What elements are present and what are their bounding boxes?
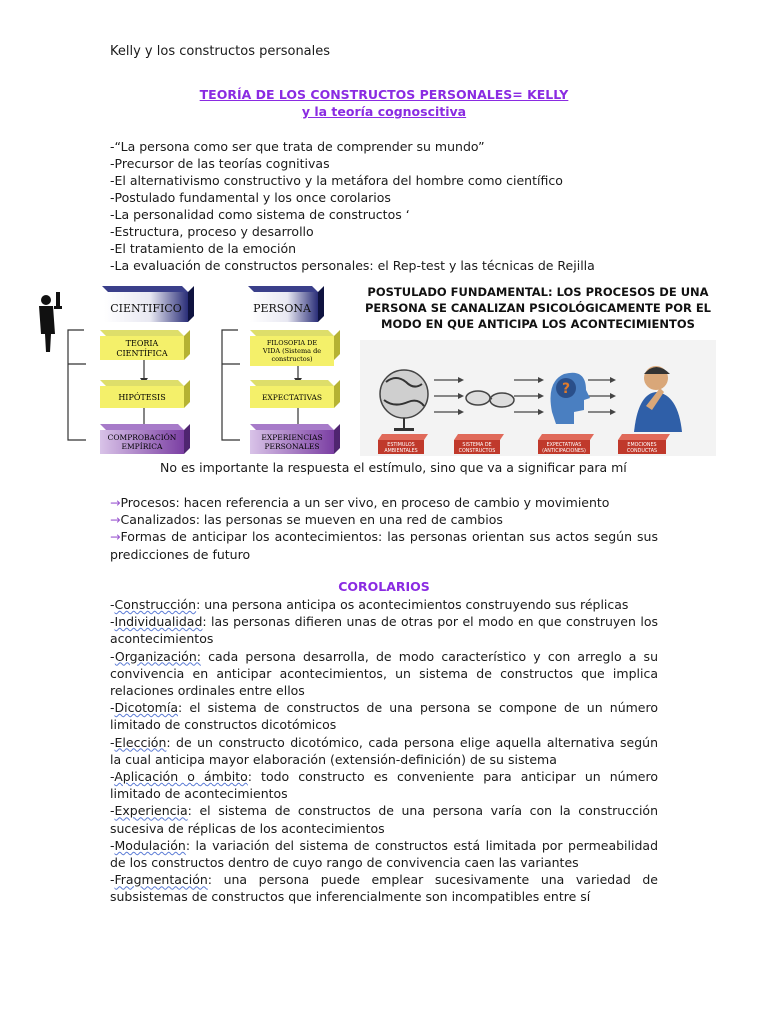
point-item <box>110 511 658 528</box>
persona-label: PERSONA <box>253 302 311 315</box>
emociones-label-1: EMOCIONES <box>627 443 657 448</box>
expectativas-label: EXPECTATIVAS <box>261 393 323 402</box>
topic-item: -Estructura, proceso y desarrollo <box>110 224 314 239</box>
cientifico-header <box>102 286 194 322</box>
filosofia-label-1: FILOSOFIA DE <box>266 339 318 347</box>
expectativas-box <box>250 380 340 408</box>
persona-header <box>248 286 324 322</box>
corolario-item: -Dicotomía: el sistema de constructos de una persona se compone de un número limitado de constructos dicotómicos <box>110 700 658 733</box>
teoria-box <box>100 330 190 360</box>
corolario-term: Aplicación o ámbito <box>114 769 248 785</box>
arrow-icon: → <box>110 512 121 528</box>
point-item <box>110 528 658 562</box>
corolario-text: cada persona desarrolla, de modo característico y con arreglo a su convivencia en anticipar acontecimientos, un sistema de constructos que implica relaciones ordinales entre ellos <box>110 648 658 699</box>
postulado-points <box>110 494 658 563</box>
corolario-item: -Experiencia: el sistema de constructos de una persona varía con la construcción sucesiva de réplicas de los acontecimientos <box>110 803 658 836</box>
hipotesis-label: HIPÓTESIS <box>118 393 166 402</box>
corolarios-list <box>110 596 658 906</box>
corolario-text: : las personas difieren unas de otras por el modo en que construyen los acontecimientos <box>110 614 658 647</box>
corolario-item: -Elección: de un constructo dicotómico, cada persona elige aquella alternativa según la cual anticipa mayor elaboración (extensión-definición) de su sistema <box>110 734 658 767</box>
teoria-label-2: CIENTÍFICA <box>116 349 168 358</box>
corolario-text: : el sistema de constructos de una persona varía con la construcción sucesiva de réplicas de los acontecimientos <box>110 803 658 836</box>
postulado-line-1: POSTULADO FUNDAMENTAL: LOS PROCESOS DE UNA <box>367 285 709 299</box>
experiencias-label-1: EXPERIENCIAS <box>261 433 323 442</box>
postulado-line-2: PERSONA SE CANALIZAN PSICOLÓGICAMENTE POR EL <box>364 301 712 315</box>
arrow-icon: → <box>110 495 121 510</box>
point-text: Canalizados: las personas se mueven en una red de cambios <box>120 512 503 528</box>
corolario-term: Dicotomía <box>114 700 178 716</box>
corolario-item: -Organización: cada persona desarrolla, de modo característico y con arreglo a su convivencia en anticipar acontecimientos, un sistema de constructos que implica relaciones ordinales entre ellos <box>110 648 658 699</box>
corolario-term: Modulación <box>114 837 186 853</box>
point-item <box>110 494 658 511</box>
comprobacion-label-1: COMPROBACIÓN <box>107 433 177 442</box>
comprobacion-box <box>100 424 190 454</box>
corolario-text: : una persona puede emplear sucesivamente una variedad de subsistemas de constructos que inferencialmente son incompatibles entre sí <box>110 872 658 905</box>
sistema-label-1: SISTEMA DE <box>462 443 492 448</box>
document-header: Kelly y los constructos personales <box>110 44 331 59</box>
point-text: Procesos: hacen referencia a un ser vivo, en proceso de cambio y movimiento <box>120 495 610 510</box>
corolario-term: Construcción <box>114 597 197 612</box>
corolario-item: -Fragmentación: una persona puede emplear sucesivamente una variedad de subsistemas de constructos que inferencialmente son incompatibles entre sí <box>110 872 658 905</box>
expectativas-red-label-2: (ANTICIPACIONES) <box>542 449 586 454</box>
topic-item: -El tratamiento de la emoción <box>110 241 297 256</box>
topic-item: -La evaluación de constructos personales: el Rep-test y las técnicas de Rejilla <box>110 258 595 273</box>
corolario-term: Elección <box>114 734 167 750</box>
experiencias-label-2: PERSONALES <box>264 442 320 451</box>
filosofia-label-2: VIDA (Sistema de <box>262 347 322 355</box>
filosofia-box <box>250 330 340 366</box>
corolario-item: -Modulación: la variación del sistema de constructos está limitada por permeabilidad de los constructos dentro de cuyo rango de convivencia caen las variantes <box>110 837 658 871</box>
document-title: TEORÍA DE LOS CONSTRUCTOS PERSONALES= KELLY <box>199 87 569 102</box>
arrow-icon: → <box>110 529 121 545</box>
hipotesis-box <box>100 380 190 408</box>
topic-item: -Postulado fundamental y los once corolarios <box>110 190 391 205</box>
expectativas-red-label-1: EXPECTATIVAS <box>546 443 582 448</box>
sistema-label-2: CONSTRUCTOS <box>458 449 496 454</box>
topic-list <box>110 138 658 274</box>
figure-caption: No es importante la respuesta el estímulo, sino que va a significar para mí <box>160 460 627 475</box>
teoria-label-1: TEORIA <box>125 339 159 348</box>
point-text: Formas de anticipar los acontecimientos: las personas orientan sus actos según sus predicciones de futuro <box>110 529 658 562</box>
corolario-text: : la variación del sistema de constructos está limitada por permeabilidad de los constructos dentro de cuyo rango de convivencia caen las variantes <box>110 837 658 871</box>
comprobacion-label-2: EMPÍRICA <box>121 442 163 451</box>
corolario-term: Organización: <box>114 648 201 664</box>
postulado-line-3: MODO EN QUE ANTICIPA LOS ACONTECIMIENTOS <box>381 317 695 331</box>
experiencias-box <box>250 424 340 454</box>
topic-item: -El alternativismo constructivo y la metáfora del hombre como científico <box>110 173 563 188</box>
scientist-silhouette-icon <box>39 292 62 352</box>
corolario-text: : todo constructo es conveniente para anticipar un número limitado de acontecimientos <box>110 769 658 802</box>
corolario-term: Experiencia <box>114 803 188 819</box>
svg-text:?: ? <box>561 381 571 397</box>
corolario-text: : de un constructo dicotómico, cada persona elige aquella alternativa según la cual anticipa mayor elaboración (extensión-definición) de su sistema <box>110 734 658 767</box>
estimulos-label-1: ESTIMULOS <box>387 443 415 448</box>
corolario-text: : el sistema de constructos de una persona se compone de un número limitado de constructos dicotómicos <box>110 700 658 733</box>
corolario-item: -Construcción: una persona anticipa os acontecimientos construyendo sus réplicas <box>110 597 629 612</box>
corolario-term: Individualidad <box>114 614 203 630</box>
filosofia-label-3: constructos) <box>271 355 313 363</box>
corolario-item: -Aplicación o ámbito: todo constructo es conveniente para anticipar un número limitado de acontecimientos <box>110 769 658 802</box>
topic-item: -La personalidad como sistema de constructos ‘ <box>110 207 410 222</box>
corolario-term: Fragmentación <box>114 872 208 888</box>
postulado-text <box>365 285 712 331</box>
estimulos-label-2: AMBIENTALES <box>384 449 418 454</box>
topic-item: -Precursor de las teorías cognitivas <box>110 156 330 171</box>
corolario-text: : una persona anticipa os acontecimientos construyendo sus réplicas <box>196 597 629 612</box>
corolario-item: -Individualidad: las personas difieren unas de otras por el modo en que construyen los acontecimientos <box>110 614 658 647</box>
cientifico-label: CIENTIFICO <box>110 302 182 315</box>
corolarios-heading: COROLARIOS <box>338 579 430 594</box>
postulado-figure <box>34 282 718 458</box>
emociones-label-2: CONDUCTAS <box>626 449 658 454</box>
topic-item: -“La persona como ser que trata de comprender su mundo” <box>110 139 485 154</box>
document-subtitle: y la teoría cognoscitiva <box>301 104 467 119</box>
